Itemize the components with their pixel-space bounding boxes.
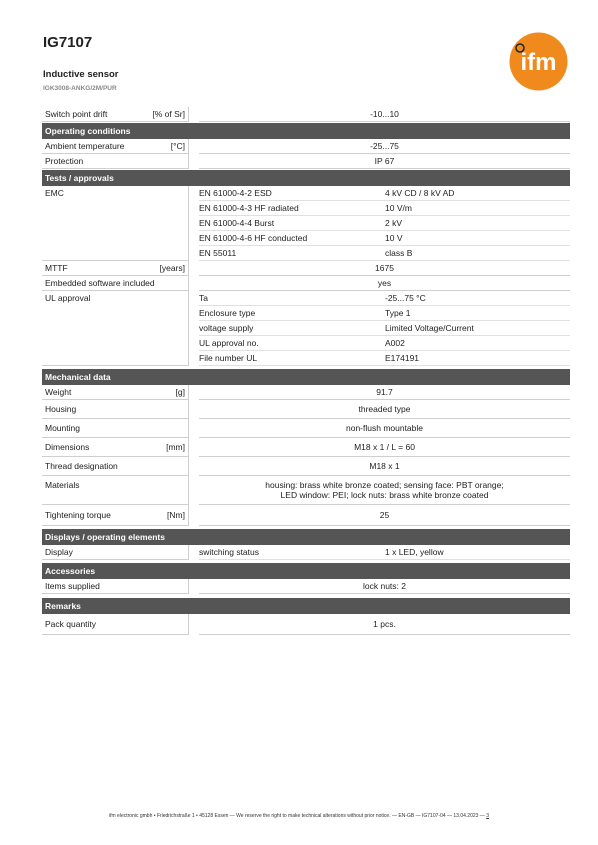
section-operating-conditions: Operating conditions [42, 123, 570, 139]
emc-key: EN 55011 [199, 246, 385, 261]
ul-value: Limited Voltage/Current [385, 321, 570, 336]
row-thread-designation [42, 457, 570, 476]
row-tightening-torque [42, 505, 570, 526]
unit: [Nm] [167, 510, 185, 520]
spec-table [42, 107, 570, 635]
row-dimensions [42, 438, 570, 457]
ul-value: A002 [385, 336, 570, 351]
label: Weight [45, 387, 72, 397]
ul-key: Ta [199, 291, 385, 306]
unit: [years] [159, 263, 185, 273]
product-subtitle: Inductive sensor [43, 69, 119, 80]
row-display [42, 545, 570, 560]
row-emc [42, 186, 570, 261]
label: Housing [45, 404, 77, 414]
value: M18 x 1 / L = 60 [199, 438, 570, 457]
value: 91.7 [199, 385, 570, 400]
ul-value: E174191 [385, 351, 570, 366]
display-key: switching status [199, 545, 385, 560]
emc-key: EN 61000-4-4 Burst [199, 216, 385, 231]
label: Tightening torque [45, 510, 111, 520]
value: 25 [199, 505, 570, 526]
value: 1 pcs. [199, 614, 570, 635]
value: non-flush mountable [199, 419, 570, 438]
label: UL approval [45, 293, 91, 303]
label: Protection [45, 156, 84, 166]
row-mttf [42, 261, 570, 276]
emc-value: 2 kV [385, 216, 570, 231]
label: Embedded software included [45, 278, 155, 288]
unit: [mm] [166, 442, 185, 452]
label: Ambient temperature [45, 141, 125, 151]
value: yes [199, 276, 570, 291]
label: MTTF [45, 263, 68, 273]
section-displays: Displays / operating elements [42, 529, 570, 545]
emc-value: 10 V [385, 231, 570, 246]
ul-value: -25...75 °C [385, 291, 570, 306]
unit: [% of Sr] [152, 109, 185, 119]
section-remarks: Remarks [42, 598, 570, 614]
value: -10...10 [199, 107, 570, 122]
unit: [°C] [170, 141, 185, 151]
section-mechanical-data: Mechanical data [42, 369, 570, 385]
page-footer [0, 813, 598, 819]
label: EMC [45, 188, 64, 198]
emc-key: EN 61000-4-3 HF radiated [199, 201, 385, 216]
value-line-2: LED window: PEI; lock nuts: brass white bronze coated [280, 490, 489, 500]
row-protection [42, 154, 570, 169]
value-line-1: housing: brass white bronze coated; sensing face: PBT orange; [265, 480, 504, 490]
value: IP 67 [199, 154, 570, 169]
row-materials [42, 476, 570, 505]
label: Materials [45, 480, 80, 490]
ul-key: voltage supply [199, 321, 385, 336]
emc-value: 4 kV CD / 8 kV AD [385, 186, 570, 201]
label: Pack quantity [45, 619, 97, 629]
value: lock nuts: 2 [199, 579, 570, 594]
value: M18 x 1 [199, 457, 570, 476]
display-value: 1 x LED, yellow [385, 545, 570, 560]
emc-key: EN 61000-4-6 HF conducted [199, 231, 385, 246]
ul-value: Type 1 [385, 306, 570, 321]
ifm-logo [509, 32, 568, 91]
emc-value: 10 V/m [385, 201, 570, 216]
value: 1675 [199, 261, 570, 276]
value: threaded type [199, 400, 570, 419]
ul-key: UL approval no. [199, 336, 385, 351]
row-mounting [42, 419, 570, 438]
label: Items supplied [45, 581, 100, 591]
row-embedded-software [42, 276, 570, 291]
row-switch-point-drift [42, 107, 570, 122]
row-housing [42, 400, 570, 419]
unit: [g] [175, 387, 185, 397]
ul-key: Enclosure type [199, 306, 385, 321]
page-number[interactable]: 3 [486, 813, 489, 819]
product-title: IG7107 [43, 34, 93, 51]
label: Dimensions [45, 442, 90, 452]
row-weight [42, 385, 570, 400]
section-accessories: Accessories [42, 563, 570, 579]
footer-text: ifm electronic gmbh • Friedrichstraße 1 • 45128 Essen — We reserve the right to make technical alterations without prior notice. — EN-GB — IG7107-04 — 13.04.2023 — [109, 813, 485, 819]
row-items-supplied [42, 579, 570, 594]
row-pack-quantity [42, 614, 570, 635]
row-ul-approval [42, 291, 570, 366]
article-code: IGK3008-ANKG/2M/PUR [43, 85, 117, 92]
section-tests-approvals: Tests / approvals [42, 170, 570, 186]
label: Display [45, 547, 73, 557]
ul-key: File number UL [199, 351, 385, 366]
emc-key: EN 61000-4-2 ESD [199, 186, 385, 201]
emc-value: class B [385, 246, 570, 261]
label: Thread designation [45, 461, 118, 471]
row-ambient-temperature [42, 139, 570, 154]
label: Mounting [45, 423, 80, 433]
value: -25...75 [199, 139, 570, 154]
logo-text: ifm [520, 49, 557, 76]
label: Switch point drift [45, 109, 108, 119]
